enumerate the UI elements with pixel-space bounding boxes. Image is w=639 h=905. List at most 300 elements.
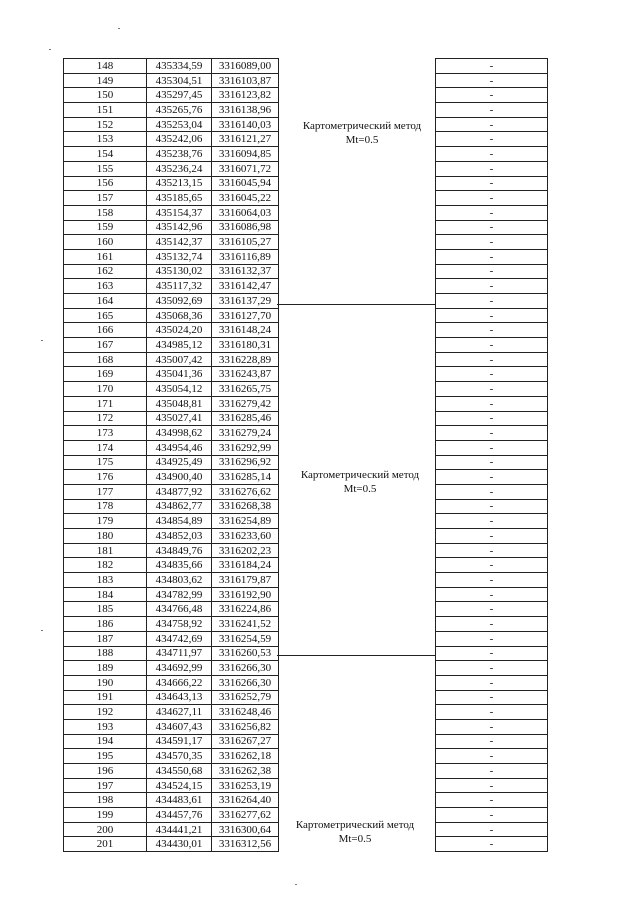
table-row — [64, 793, 279, 808]
scan-speck — [41, 630, 43, 631]
accuracy-dash: - — [436, 573, 548, 588]
point-number: 151 — [64, 103, 147, 118]
table-row — [64, 205, 279, 220]
table-row — [436, 279, 548, 294]
table-row — [436, 352, 548, 367]
table-row — [436, 205, 548, 220]
point-number: 193 — [64, 719, 147, 734]
table-row — [436, 59, 548, 74]
table-row — [436, 426, 548, 441]
point-number: 155 — [64, 161, 147, 176]
x-coordinate: 435238,76 — [147, 147, 212, 162]
point-number: 189 — [64, 661, 147, 676]
table-row — [436, 323, 548, 338]
table-row — [64, 249, 279, 264]
x-coordinate: 434862,77 — [147, 499, 212, 514]
point-number: 165 — [64, 308, 147, 323]
accuracy-dash: - — [436, 440, 548, 455]
table-row — [64, 617, 279, 632]
table-row — [64, 411, 279, 426]
accuracy-dash: - — [436, 132, 548, 147]
method-name: Картометрический метод — [300, 469, 420, 481]
table-row — [436, 103, 548, 118]
y-coordinate: 3316137,29 — [212, 294, 279, 309]
x-coordinate: 435334,59 — [147, 59, 212, 74]
x-coordinate: 434985,12 — [147, 338, 212, 353]
table-row — [64, 117, 279, 132]
y-coordinate: 3316254,59 — [212, 631, 279, 646]
x-coordinate: 434692,99 — [147, 661, 212, 676]
x-coordinate: 435213,15 — [147, 176, 212, 191]
table-row — [436, 176, 548, 191]
table-row — [64, 132, 279, 147]
y-coordinate: 3316094,85 — [212, 147, 279, 162]
accuracy-dash: - — [436, 749, 548, 764]
table-row — [64, 675, 279, 690]
x-coordinate: 435154,37 — [147, 205, 212, 220]
y-coordinate: 3316279,42 — [212, 396, 279, 411]
method-label-group-2 — [280, 468, 440, 496]
accuracy-dash: - — [436, 587, 548, 602]
x-coordinate: 434900,40 — [147, 470, 212, 485]
x-coordinate: 435265,76 — [147, 103, 212, 118]
point-number: 152 — [64, 117, 147, 132]
table-row — [64, 646, 279, 661]
y-coordinate: 3316276,62 — [212, 484, 279, 499]
x-coordinate: 435092,69 — [147, 294, 212, 309]
point-number: 175 — [64, 455, 147, 470]
x-coordinate: 435048,81 — [147, 396, 212, 411]
table-row — [436, 646, 548, 661]
x-coordinate: 434666,22 — [147, 675, 212, 690]
point-number: 198 — [64, 793, 147, 808]
scan-speck — [41, 340, 43, 341]
point-number: 154 — [64, 147, 147, 162]
accuracy-dash: - — [436, 822, 548, 837]
x-coordinate: 434925,49 — [147, 455, 212, 470]
accuracy-dash: - — [436, 675, 548, 690]
group-separator-line — [277, 304, 435, 305]
x-coordinate: 434711,97 — [147, 646, 212, 661]
table-row — [436, 484, 548, 499]
accuracy-dash: - — [436, 382, 548, 397]
point-number: 156 — [64, 176, 147, 191]
table-row — [436, 764, 548, 779]
table-row — [64, 338, 279, 353]
point-number: 159 — [64, 220, 147, 235]
point-number: 179 — [64, 514, 147, 529]
accuracy-dash: - — [436, 338, 548, 353]
point-number: 200 — [64, 822, 147, 837]
y-coordinate: 3316064,03 — [212, 205, 279, 220]
accuracy-dash: - — [436, 294, 548, 309]
method-label-group-1 — [282, 119, 442, 147]
table-row — [64, 382, 279, 397]
table-row — [64, 396, 279, 411]
table-row — [64, 631, 279, 646]
point-number: 178 — [64, 499, 147, 514]
accuracy-column — [435, 58, 548, 852]
table-row — [436, 191, 548, 206]
y-coordinate: 3316296,92 — [212, 455, 279, 470]
table-row — [436, 587, 548, 602]
table-row — [64, 749, 279, 764]
table-row — [64, 59, 279, 74]
accuracy-dash: - — [436, 661, 548, 676]
y-coordinate: 3316045,94 — [212, 176, 279, 191]
y-coordinate: 3316279,24 — [212, 426, 279, 441]
accuracy-dash: - — [436, 396, 548, 411]
point-number: 192 — [64, 705, 147, 720]
table-row — [64, 822, 279, 837]
accuracy-dash: - — [436, 308, 548, 323]
x-coordinate: 434570,35 — [147, 749, 212, 764]
accuracy-dash: - — [436, 719, 548, 734]
accuracy-dash: - — [436, 426, 548, 441]
table-row — [64, 470, 279, 485]
point-number: 195 — [64, 749, 147, 764]
point-number: 153 — [64, 132, 147, 147]
point-number: 148 — [64, 59, 147, 74]
y-coordinate: 3316148,24 — [212, 323, 279, 338]
point-number: 150 — [64, 88, 147, 103]
table-row — [436, 573, 548, 588]
table-row — [436, 88, 548, 103]
table-row — [64, 88, 279, 103]
table-row — [64, 837, 279, 852]
table-row — [436, 132, 548, 147]
accuracy-dash: - — [436, 793, 548, 808]
y-coordinate: 3316184,24 — [212, 558, 279, 573]
table-row — [436, 719, 548, 734]
y-coordinate: 3316312,56 — [212, 837, 279, 852]
x-coordinate: 435027,41 — [147, 411, 212, 426]
x-coordinate: 435142,96 — [147, 220, 212, 235]
scan-speck — [49, 49, 51, 50]
accuracy-dash: - — [436, 117, 548, 132]
accuracy-dash: - — [436, 73, 548, 88]
y-coordinate: 3316264,40 — [212, 793, 279, 808]
y-coordinate: 3316132,37 — [212, 264, 279, 279]
y-coordinate: 3316253,19 — [212, 778, 279, 793]
accuracy-dash: - — [436, 705, 548, 720]
table-row — [64, 587, 279, 602]
accuracy-dash: - — [436, 352, 548, 367]
accuracy-dash: - — [436, 249, 548, 264]
x-coordinate: 435007,42 — [147, 352, 212, 367]
table-row — [64, 602, 279, 617]
x-coordinate: 434877,92 — [147, 484, 212, 499]
y-coordinate: 3316265,75 — [212, 382, 279, 397]
x-coordinate: 434643,13 — [147, 690, 212, 705]
point-number: 185 — [64, 602, 147, 617]
accuracy-dash: - — [436, 808, 548, 823]
accuracy-dash: - — [436, 837, 548, 852]
table-row — [436, 382, 548, 397]
y-coordinate: 3316224,86 — [212, 602, 279, 617]
table-row — [436, 808, 548, 823]
accuracy-dash: - — [436, 279, 548, 294]
table-row — [64, 499, 279, 514]
y-coordinate: 3316180,31 — [212, 338, 279, 353]
table-row — [436, 235, 548, 250]
x-coordinate: 434782,99 — [147, 587, 212, 602]
y-coordinate: 3316262,38 — [212, 764, 279, 779]
x-coordinate: 434524,15 — [147, 778, 212, 793]
point-number: 197 — [64, 778, 147, 793]
point-number: 183 — [64, 573, 147, 588]
y-coordinate: 3316105,27 — [212, 235, 279, 250]
y-coordinate: 3316233,60 — [212, 529, 279, 544]
accuracy-dash: - — [436, 764, 548, 779]
x-coordinate: 434854,89 — [147, 514, 212, 529]
point-number: 201 — [64, 837, 147, 852]
method-name: Картометрический метод — [295, 819, 415, 831]
x-coordinate: 435253,04 — [147, 117, 212, 132]
table-row — [436, 543, 548, 558]
x-coordinate: 435304,51 — [147, 73, 212, 88]
table-row — [64, 294, 279, 309]
accuracy-dash: - — [436, 235, 548, 250]
y-coordinate: 3316285,14 — [212, 470, 279, 485]
point-number: 187 — [64, 631, 147, 646]
table-row — [436, 705, 548, 720]
y-coordinate: 3316256,82 — [212, 719, 279, 734]
x-coordinate: 434803,62 — [147, 573, 212, 588]
accuracy-dash: - — [436, 176, 548, 191]
point-number: 161 — [64, 249, 147, 264]
x-coordinate: 435117,32 — [147, 279, 212, 294]
x-coordinate: 435041,36 — [147, 367, 212, 382]
group-separator-line — [277, 655, 435, 656]
x-coordinate: 434430,01 — [147, 837, 212, 852]
y-coordinate: 3316121,27 — [212, 132, 279, 147]
y-coordinate: 3316103,87 — [212, 73, 279, 88]
accuracy-dash: - — [436, 323, 548, 338]
table-row — [64, 455, 279, 470]
accuracy-dash: - — [436, 88, 548, 103]
y-coordinate: 3316248,46 — [212, 705, 279, 720]
table-row — [436, 249, 548, 264]
table-row — [436, 470, 548, 485]
point-number: 163 — [64, 279, 147, 294]
table-row — [64, 719, 279, 734]
point-number: 149 — [64, 73, 147, 88]
table-row — [436, 793, 548, 808]
table-row — [64, 573, 279, 588]
table-row — [436, 617, 548, 632]
table-row — [436, 822, 548, 837]
table-row — [64, 235, 279, 250]
table-row — [64, 367, 279, 382]
accuracy-dash: - — [436, 499, 548, 514]
point-number: 182 — [64, 558, 147, 573]
point-number: 176 — [64, 470, 147, 485]
y-coordinate: 3316252,79 — [212, 690, 279, 705]
point-number: 173 — [64, 426, 147, 441]
x-coordinate: 435297,45 — [147, 88, 212, 103]
coordinates-table — [63, 58, 279, 852]
accuracy-dash: - — [436, 103, 548, 118]
accuracy-dash: - — [436, 455, 548, 470]
table-row — [64, 690, 279, 705]
table-row — [64, 514, 279, 529]
point-number: 174 — [64, 440, 147, 455]
table-row — [436, 73, 548, 88]
point-number: 170 — [64, 382, 147, 397]
y-coordinate: 3316267,27 — [212, 734, 279, 749]
accuracy-dash: - — [436, 778, 548, 793]
table-row — [64, 191, 279, 206]
accuracy-dash: - — [436, 147, 548, 162]
accuracy-dash: - — [436, 484, 548, 499]
accuracy-dash: - — [436, 514, 548, 529]
accuracy-dash: - — [436, 617, 548, 632]
table-row — [64, 705, 279, 720]
x-coordinate: 434457,76 — [147, 808, 212, 823]
x-coordinate: 434954,46 — [147, 440, 212, 455]
point-number: 194 — [64, 734, 147, 749]
y-coordinate: 3316300,64 — [212, 822, 279, 837]
method-name: Картометрический метод — [302, 120, 422, 132]
x-coordinate: 434852,03 — [147, 529, 212, 544]
x-coordinate: 434766,48 — [147, 602, 212, 617]
accuracy-dash: - — [436, 543, 548, 558]
x-coordinate: 434627,11 — [147, 705, 212, 720]
accuracy-dash: - — [436, 367, 548, 382]
table-row — [64, 558, 279, 573]
y-coordinate: 3316140,03 — [212, 117, 279, 132]
y-coordinate: 3316089,00 — [212, 59, 279, 74]
y-coordinate: 3316123,82 — [212, 88, 279, 103]
point-number: 199 — [64, 808, 147, 823]
y-coordinate: 3316228,89 — [212, 352, 279, 367]
y-coordinate: 3316116,89 — [212, 249, 279, 264]
accuracy-dash: - — [436, 191, 548, 206]
method-accuracy: Mt=0.5 — [343, 483, 377, 495]
y-coordinate: 3316138,96 — [212, 103, 279, 118]
table-row — [64, 103, 279, 118]
table-row — [436, 529, 548, 544]
y-coordinate: 3316254,89 — [212, 514, 279, 529]
y-coordinate: 3316086,98 — [212, 220, 279, 235]
table-row — [436, 161, 548, 176]
y-coordinate: 3316292,99 — [212, 440, 279, 455]
point-number: 166 — [64, 323, 147, 338]
x-coordinate: 434441,21 — [147, 822, 212, 837]
table-row — [436, 778, 548, 793]
table-row — [436, 558, 548, 573]
table-row — [64, 764, 279, 779]
x-coordinate: 434742,69 — [147, 631, 212, 646]
point-number: 169 — [64, 367, 147, 382]
table-row — [64, 778, 279, 793]
table-row — [64, 264, 279, 279]
table-row — [64, 808, 279, 823]
method-accuracy: Mt=0.5 — [338, 833, 372, 845]
point-number: 190 — [64, 675, 147, 690]
table-row — [436, 675, 548, 690]
x-coordinate: 435185,65 — [147, 191, 212, 206]
table-row — [64, 440, 279, 455]
point-number: 167 — [64, 338, 147, 353]
accuracy-dash: - — [436, 631, 548, 646]
table-row — [436, 264, 548, 279]
y-coordinate: 3316262,18 — [212, 749, 279, 764]
x-coordinate: 435068,36 — [147, 308, 212, 323]
y-coordinate: 3316268,38 — [212, 499, 279, 514]
table-row — [436, 396, 548, 411]
accuracy-dash: - — [436, 220, 548, 235]
accuracy-dash: - — [436, 734, 548, 749]
scan-speck — [118, 28, 120, 29]
table-row — [64, 279, 279, 294]
table-row — [436, 690, 548, 705]
scan-speck — [295, 884, 297, 885]
table-row — [436, 661, 548, 676]
table-row — [436, 749, 548, 764]
x-coordinate: 434998,62 — [147, 426, 212, 441]
x-coordinate: 434591,17 — [147, 734, 212, 749]
table-row — [64, 161, 279, 176]
table-row — [64, 73, 279, 88]
y-coordinate: 3316241,52 — [212, 617, 279, 632]
table-row — [436, 602, 548, 617]
x-coordinate: 434550,68 — [147, 764, 212, 779]
y-coordinate: 3316266,30 — [212, 675, 279, 690]
y-coordinate: 3316192,90 — [212, 587, 279, 602]
accuracy-dash: - — [436, 602, 548, 617]
table-row — [64, 176, 279, 191]
table-row — [436, 411, 548, 426]
x-coordinate: 435024,20 — [147, 323, 212, 338]
accuracy-dash: - — [436, 558, 548, 573]
x-coordinate: 435242,06 — [147, 132, 212, 147]
y-coordinate: 3316266,30 — [212, 661, 279, 676]
point-number: 157 — [64, 191, 147, 206]
table-row — [64, 308, 279, 323]
point-number: 186 — [64, 617, 147, 632]
accuracy-dash: - — [436, 470, 548, 485]
method-label-group-3 — [275, 818, 435, 846]
point-number: 180 — [64, 529, 147, 544]
table-row — [436, 220, 548, 235]
table-row — [64, 734, 279, 749]
y-coordinate: 3316142,47 — [212, 279, 279, 294]
point-number: 158 — [64, 205, 147, 220]
table-row — [64, 661, 279, 676]
y-coordinate: 3316127,70 — [212, 308, 279, 323]
table-row — [64, 323, 279, 338]
table-row — [436, 117, 548, 132]
point-number: 196 — [64, 764, 147, 779]
accuracy-dash: - — [436, 205, 548, 220]
table-row — [436, 455, 548, 470]
y-coordinate: 3316179,87 — [212, 573, 279, 588]
y-coordinate: 3316277,62 — [212, 808, 279, 823]
table-row — [436, 308, 548, 323]
y-coordinate: 3316243,87 — [212, 367, 279, 382]
point-number: 168 — [64, 352, 147, 367]
table-row — [436, 837, 548, 852]
table-row — [64, 543, 279, 558]
point-number: 191 — [64, 690, 147, 705]
accuracy-dash: - — [436, 59, 548, 74]
table-row — [436, 147, 548, 162]
table-row — [64, 426, 279, 441]
x-coordinate: 435132,74 — [147, 249, 212, 264]
x-coordinate: 434835,66 — [147, 558, 212, 573]
